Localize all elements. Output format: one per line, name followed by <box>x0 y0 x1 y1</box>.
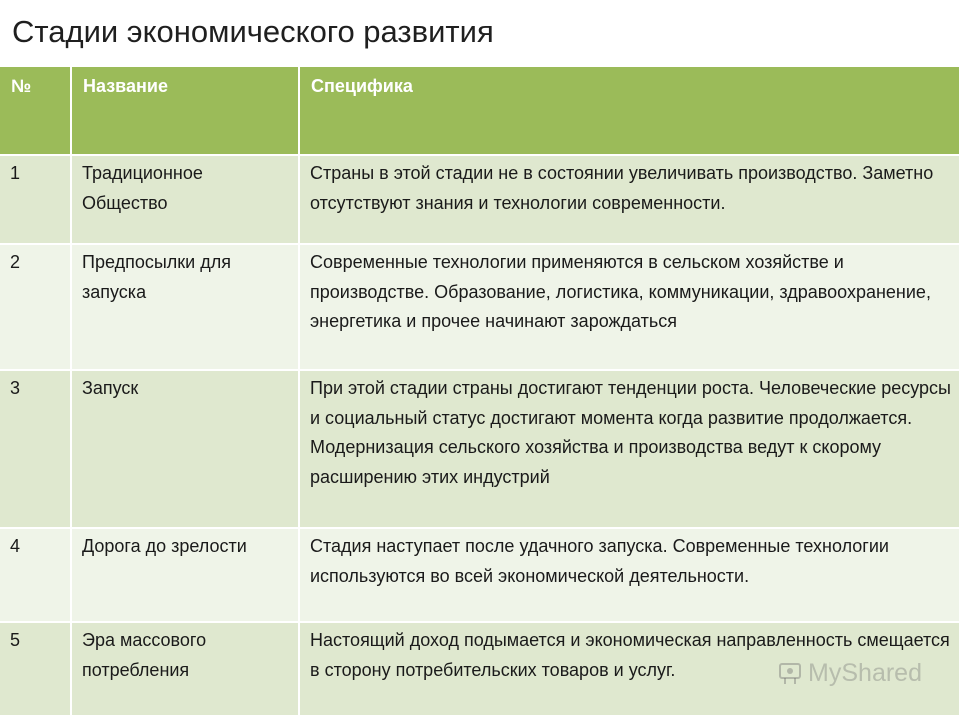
row-name-cell <box>71 370 299 528</box>
row-spec-cell <box>299 370 960 528</box>
row-spec: Настоящий доход подымается и экономическая направленность смещается в сторону потребительских товаров и услуг. <box>310 630 950 680</box>
row-name: Запуск <box>82 378 139 398</box>
row-number: 5 <box>10 630 21 650</box>
row-spec: Стадия наступает после удачного запуска. Современные технологии используются во всей экономической деятельности. <box>310 536 889 586</box>
row-number: 3 <box>10 378 21 398</box>
slideshare-icon <box>778 662 804 686</box>
page-title: Стадии экономического развития <box>12 14 494 49</box>
row-number-cell <box>0 528 71 622</box>
table-row <box>0 244 960 370</box>
stages-table <box>0 67 960 717</box>
row-number-cell <box>0 244 71 370</box>
row-name-cell <box>71 155 299 244</box>
table-header-row <box>0 67 960 155</box>
header-number <box>0 67 71 155</box>
row-spec: Страны в этой стадии не в состоянии увеличивать производство. Заметно отсутствуют знания и технологии современности. <box>310 163 934 213</box>
header-name-label: Название <box>83 76 168 96</box>
header-spec-label: Специфика <box>311 76 413 96</box>
header-number-label: № <box>11 76 32 96</box>
row-name-cell <box>71 622 299 716</box>
row-name: Эра массового потребления <box>82 630 207 680</box>
watermark <box>778 659 922 688</box>
row-name: Традиционное Общество <box>82 163 203 213</box>
header-name <box>71 67 299 155</box>
table-row <box>0 370 960 528</box>
row-name: Дорога до зрелости <box>82 536 247 556</box>
row-number: 1 <box>10 163 21 183</box>
table-row <box>0 528 960 622</box>
row-spec: Современные технологии применяются в сельском хозяйстве и производстве. Образование, логистика, коммуникации, здравоохранение, энергетика и прочее начинают зарождаться <box>310 252 931 331</box>
row-number-cell <box>0 155 71 244</box>
row-spec-cell <box>299 244 960 370</box>
header-spec <box>299 67 960 155</box>
row-spec: При этой стадии страны достигают тенденции роста. Человеческие ресурсы и социальный статус достигают момента когда развитие продолжается. Модернизация сельского хозяйства и производства ведут к скорому расширению этих индустрий <box>310 378 951 487</box>
row-number: 4 <box>10 536 21 556</box>
table-row <box>0 155 960 244</box>
row-number-cell <box>0 622 71 716</box>
row-name-cell <box>71 528 299 622</box>
row-spec-cell <box>299 528 960 622</box>
watermark-text: MyShared <box>808 659 922 687</box>
row-spec-cell <box>299 155 960 244</box>
row-name-cell <box>71 244 299 370</box>
row-number: 2 <box>10 252 21 272</box>
row-number-cell <box>0 370 71 528</box>
row-name: Предпосылки для запуска <box>82 252 231 302</box>
